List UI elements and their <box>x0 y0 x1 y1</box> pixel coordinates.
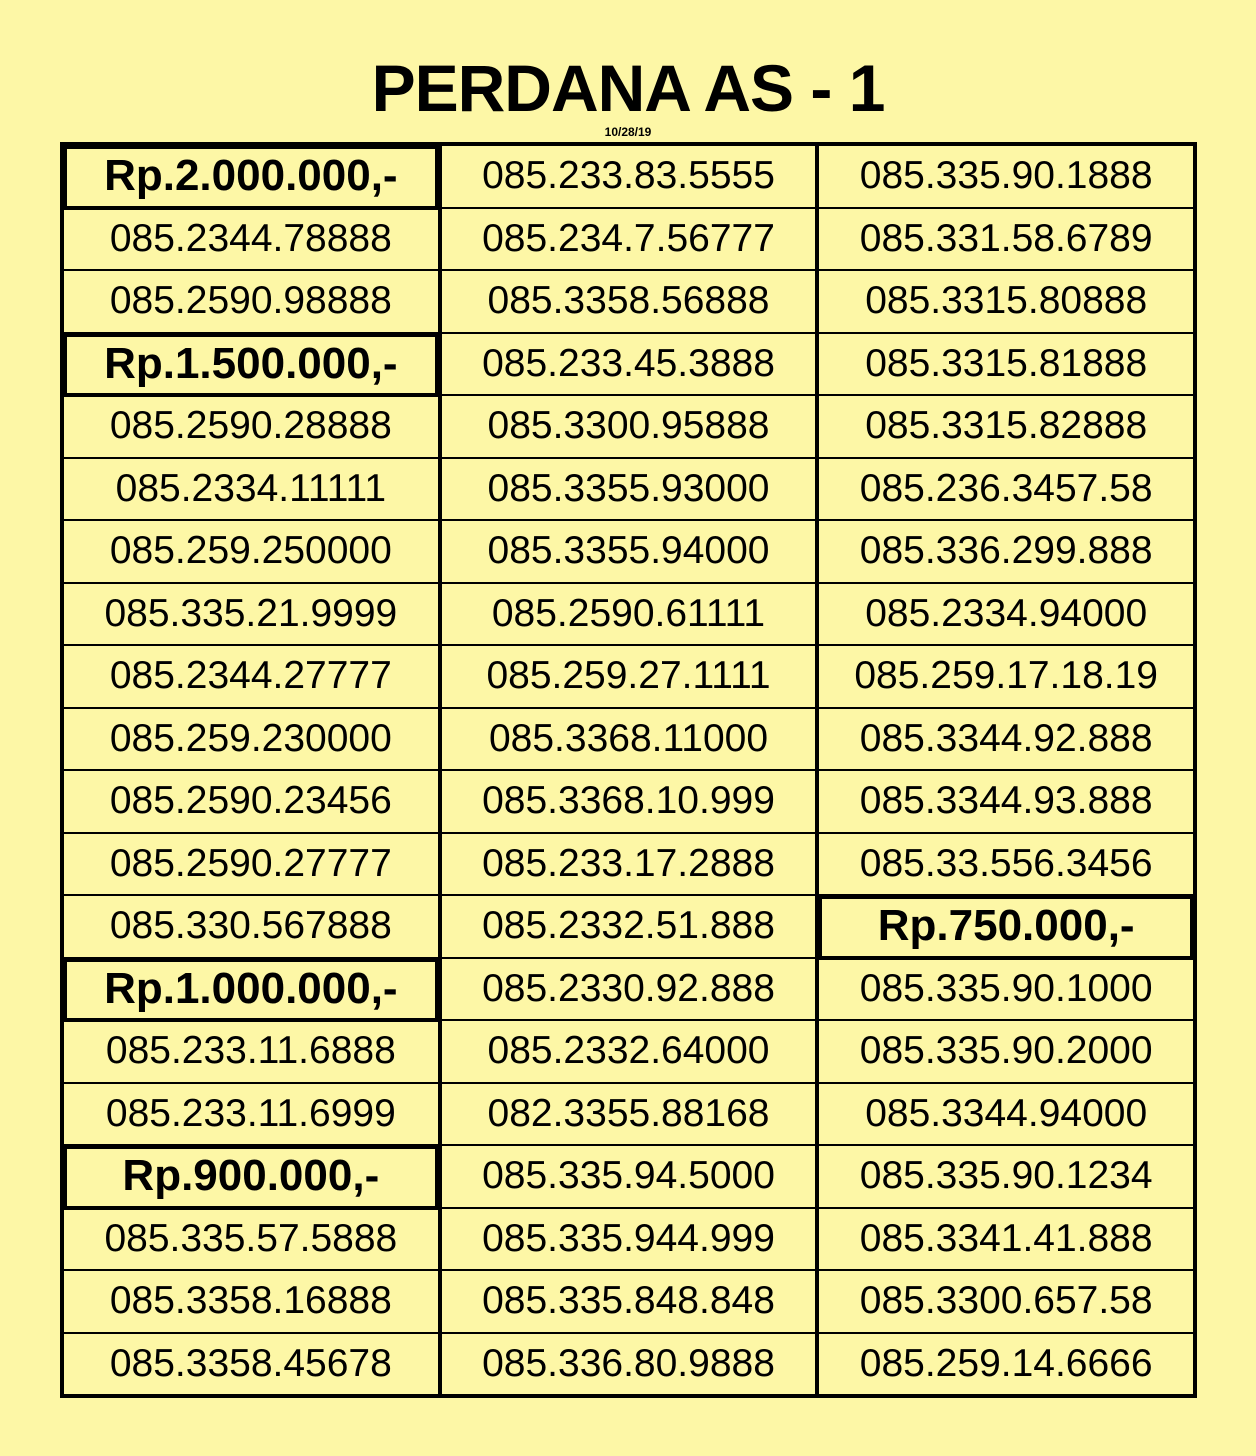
phone-number-cell: 082.3355.88168 <box>442 1084 816 1147</box>
phone-number-cell: 085.259.14.6666 <box>859 1341 1153 1385</box>
price-header: Rp.1.500.000,- <box>64 334 438 397</box>
table-column <box>64 146 442 1394</box>
phone-number-cell: 085.3355.94000 <box>442 521 816 584</box>
phone-number-cell: 085.3315.81888 <box>819 334 1193 397</box>
phone-number-cell: 085.335.94.5000 <box>442 1146 816 1209</box>
phone-number-cell: 085.336.299.888 <box>819 521 1193 584</box>
phone-number-cell: 085.3341.41.888 <box>819 1209 1193 1272</box>
phone-number-cell: 085.2344.78888 <box>64 209 438 272</box>
number-price-table <box>60 142 1197 1398</box>
price-header: Rp.2.000.000,- <box>64 146 438 209</box>
phone-number-cell: 085.335.944.999 <box>442 1209 816 1272</box>
phone-number-cell: 085.331.58.6789 <box>819 209 1193 272</box>
price-header: Rp.900.000,- <box>64 1146 438 1209</box>
phone-number-cell: 085.2344.27777 <box>64 646 438 709</box>
phone-number-cell: 085.233.11.6999 <box>64 1084 438 1147</box>
phone-number-cell: 085.3358.56888 <box>442 271 816 334</box>
phone-number-cell: 085.3355.93000 <box>442 459 816 522</box>
phone-number-cell: 085.330.567888 <box>64 896 438 959</box>
phone-number-cell: 085.2590.28888 <box>64 396 438 459</box>
table-column <box>442 146 820 1394</box>
phone-number-cell: 085.233.11.6888 <box>64 1021 438 1084</box>
phone-number-cell: 085.259.250000 <box>64 521 438 584</box>
phone-number-cell: 085.335.848.848 <box>442 1271 816 1334</box>
phone-number-cell: 085.2334.11111 <box>64 459 438 522</box>
phone-number-cell: 085.3368.11000 <box>442 709 816 772</box>
table-column <box>819 146 1193 1394</box>
phone-number-cell: 085.3344.93.888 <box>819 771 1193 834</box>
phone-number-cell: 085.236.3457.58 <box>819 459 1193 522</box>
phone-number-cell: 085.259.230000 <box>64 709 438 772</box>
phone-number-cell: 085.234.7.56777 <box>442 209 816 272</box>
phone-number-cell: 085.3344.94000 <box>819 1084 1193 1147</box>
page-title: PERDANA AS - 1 <box>371 51 885 125</box>
price-header: Rp.750.000,- <box>819 896 1193 959</box>
phone-number-cell: 085.2590.27777 <box>64 834 438 897</box>
phone-number-cell: 085.335.90.1888 <box>819 146 1193 209</box>
phone-number-cell: 085.3300.95888 <box>442 396 816 459</box>
phone-number-cell: 085.3344.92.888 <box>819 709 1193 772</box>
phone-number-cell: 085.259.27.1111 <box>442 646 816 709</box>
phone-number-cell: 085.233.45.3888 <box>442 334 816 397</box>
phone-number-cell: 085.335.90.1234 <box>819 1146 1193 1209</box>
phone-number-cell: 085.2334.94000 <box>819 584 1193 647</box>
phone-number-cell: 085.2330.92.888 <box>442 959 816 1022</box>
phone-number-cell: 085.3315.82888 <box>819 396 1193 459</box>
phone-number-cell: 085.259.17.18.19 <box>819 646 1193 709</box>
phone-number-cell: 085.2590.23456 <box>64 771 438 834</box>
phone-number-cell: 085.335.21.9999 <box>64 584 438 647</box>
phone-number-cell: 085.3315.80888 <box>819 271 1193 334</box>
phone-number-cell: 085.2332.64000 <box>442 1021 816 1084</box>
phone-number-cell: 085.2590.98888 <box>64 271 438 334</box>
phone-number-cell: 085.233.83.5555 <box>442 146 816 209</box>
phone-number-cell: 085.3300.657.58 <box>819 1271 1193 1334</box>
phone-number-cell: 085.335.90.2000 <box>819 1021 1193 1084</box>
phone-number-cell: 085.3368.10.999 <box>442 771 816 834</box>
phone-number-cell: 085.33.556.3456 <box>819 834 1193 897</box>
phone-number-cell: 085.2332.51.888 <box>442 896 816 959</box>
phone-number-cell: 085.335.57.5888 <box>64 1209 438 1272</box>
phone-number-cell: 085.336.80.9888 <box>482 1341 775 1385</box>
phone-number-cell: 085.233.17.2888 <box>442 834 816 897</box>
phone-number-cell: 085.335.90.1000 <box>819 959 1193 1022</box>
phone-number-cell: 085.3358.16888 <box>64 1271 438 1334</box>
price-header: Rp.1.000.000,- <box>64 959 438 1022</box>
date-label: 10/28/19 <box>604 125 652 139</box>
phone-number-cell: 085.3358.45678 <box>109 1341 392 1385</box>
phone-number-cell: 085.2590.61111 <box>442 584 816 647</box>
